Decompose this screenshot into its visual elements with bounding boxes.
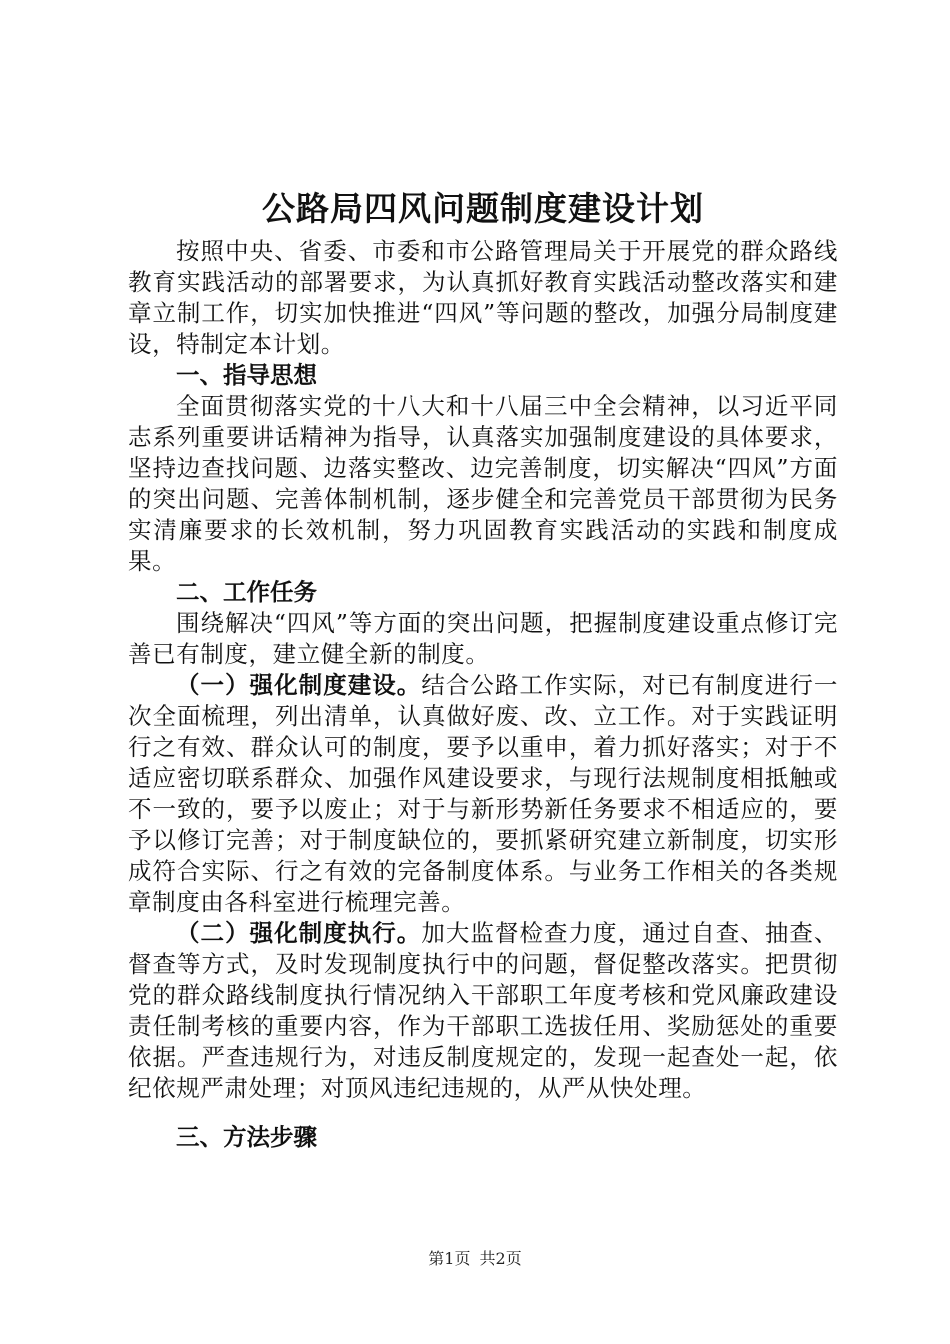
- document-title: 公路局四风问题制度建设计划: [262, 189, 704, 228]
- section-heading-method-steps: 三、方法步骤: [176, 1123, 317, 1151]
- page-footer: 第1页 共2页: [428, 1249, 522, 1268]
- work-tasks-paragraph: 围绕解决“四风”等方面的突出问题，把握制度建设重点修订完善已有制度，建立健全新的制度。: [128, 609, 838, 668]
- task-item-2: [128, 918, 838, 1104]
- task-item-1: [128, 670, 838, 918]
- intro-paragraph: 按照中央、省委、市委和市公路管理局关于开展党的群众路线教育实践活动的部署要求，为认真抓好教育实践活动整改落实和建章立制工作，切实加快推进“四风”等问题的整改，加强分局制度建设，特制定本计划。: [128, 237, 838, 358]
- task-item-2-body: 加大监督检查力度，通过自查、抽查、督查等方式，及时发现制度执行中的问题，督促整改落实。把贯彻党的群众路线制度执行情况纳入干部职工年度考核和党风廉政建设责任制考核的重要内容，作为干部职工选拔任用、奖励惩处的重要依据。严查违规行为，对违反制度规定的，发现一起查处一起，依纪依规严肃处理；对顶风违纪违规的，从严从快处理。: [128, 919, 839, 1102]
- task-item-2-lead: （二）强化制度执行。: [176, 919, 422, 947]
- section-heading-guiding-thought: 一、指导思想: [176, 361, 317, 389]
- section-heading-work-tasks: 二、工作任务: [176, 578, 317, 606]
- task-item-1-lead: （一）强化制度建设。: [176, 671, 422, 699]
- document-page: [128, 184, 838, 1153]
- guiding-thought-paragraph: 全面贯彻落实党的十八大和十八届三中全会精神，以习近平同志系列重要讲话精神为指导，认真落实加强制度建设的具体要求，坚持边查找问题、边落实整改、边完善制度，切实解决“四风”方面的突出问题、完善体制机制，逐步健全和完善党员干部贯彻为民务实清廉要求的长效机制，努力巩固教育实践活动的实践和制度成果。: [128, 392, 838, 575]
- task-item-1-body: 结合公路工作实际，对已有制度进行一次全面梳理，列出清单，认真做好废、改、立工作。对于实践证明行之有效、群众认可的制度，要予以重申，着力抓好落实；对于不适应密切联系群众、加强作风建设要求，与现行法规制度相抵触或不一致的，要予以废止；对于与新形势新任务要求不相适应的，要予以修订完善；对于制度缺位的，要抓紧研究建立新制度，切实形成符合实际、行之有效的完备制度体系。与业务工作相关的各类规章制度由各科室进行梳理完善。: [128, 671, 839, 916]
